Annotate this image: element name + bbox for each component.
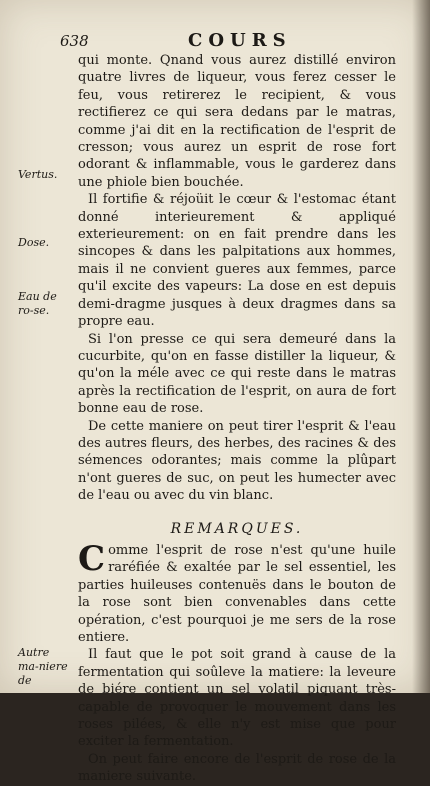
paragraph-2: Il fortifie & réjoüit le cœur & l'estomac étant donné interieurement & appliqué exterieurement: on en fait prendre dans les sincopes & dans les palpitations aux hommes, mais il ne convient gueres aux femmes, parce qu'il excite des vapeurs: La dose en est depuis demi-dragme jusques à deux dragmes dans sa propre eau.	[78, 192, 396, 330]
page-header	[58, 30, 388, 52]
margin-note-eau-de-rose: Eau de ro-se.	[18, 290, 57, 317]
paragraph-4: De cette maniere on peut tirer l'esprit & l'eau des autres fleurs, des herbes, des racines & des sémences odorantes; mais comme la plûpart n'ont gueres de suc, on peut les humecter avec de l'eau ou avec du vin blanc.	[78, 418, 396, 504]
margin-note-dose: Dose.	[18, 236, 50, 249]
page-number: 638	[60, 32, 89, 50]
paragraph-7: On peut faire encore de l'esprit de rose de la maniere suivante.	[78, 751, 396, 785]
paragraph-3: Si l'on presse ce qui sera demeuré dans la cucurbite, qu'on en fasse distiller la liqueur, & qu'on la méle avec ce qui reste dans le matras après la rectification de l'esprit, on aura de fort bonne eau de rose.	[78, 331, 396, 417]
margin-note-autre-maniere: Autre ma-niere de	[18, 646, 68, 687]
paragraph-5-text: omme l'esprit de rose n'est qu'une huile raréfiée & exaltée par le sel essentiel, les parties huileuses contenuës dans le bouton de la rose sont bien convenables dans cette opération, c'est pourquoi je me sers de la rose entiere.	[78, 542, 396, 645]
section-heading: REMARQUES.	[170, 520, 304, 537]
paragraph-6: Il faut que le pot soit grand à cause de la fermentation qui soûleve la matiere: la leveure de biére contient un sel volatil piquant très-capable de provoquer le mouvement dans les roses pilées, & elle n'y est mise que pour exciter la fermentation.	[78, 647, 396, 750]
drop-cap: C	[78, 538, 106, 579]
paragraph-1: qui monte. Qnand vous aurez distillé environ quatre livres de liqueur, vous ferez cesser le feu, vous retirerez le recipient, & vous rectifierez ce qui sera dedans par le matras, comme j'ai dit en la rectification de l'esprit de cresson; vous aurez un esprit de rose fort odorant & inflammable, vous le garderez dans une phiole bien bouchée.	[78, 53, 396, 190]
running-title: COURS	[188, 30, 292, 51]
paragraph-5	[78, 538, 396, 646]
page-gutter-shadow	[412, 0, 430, 693]
page-body	[78, 52, 396, 786]
margin-note-vertus: Vertus.	[18, 168, 58, 181]
